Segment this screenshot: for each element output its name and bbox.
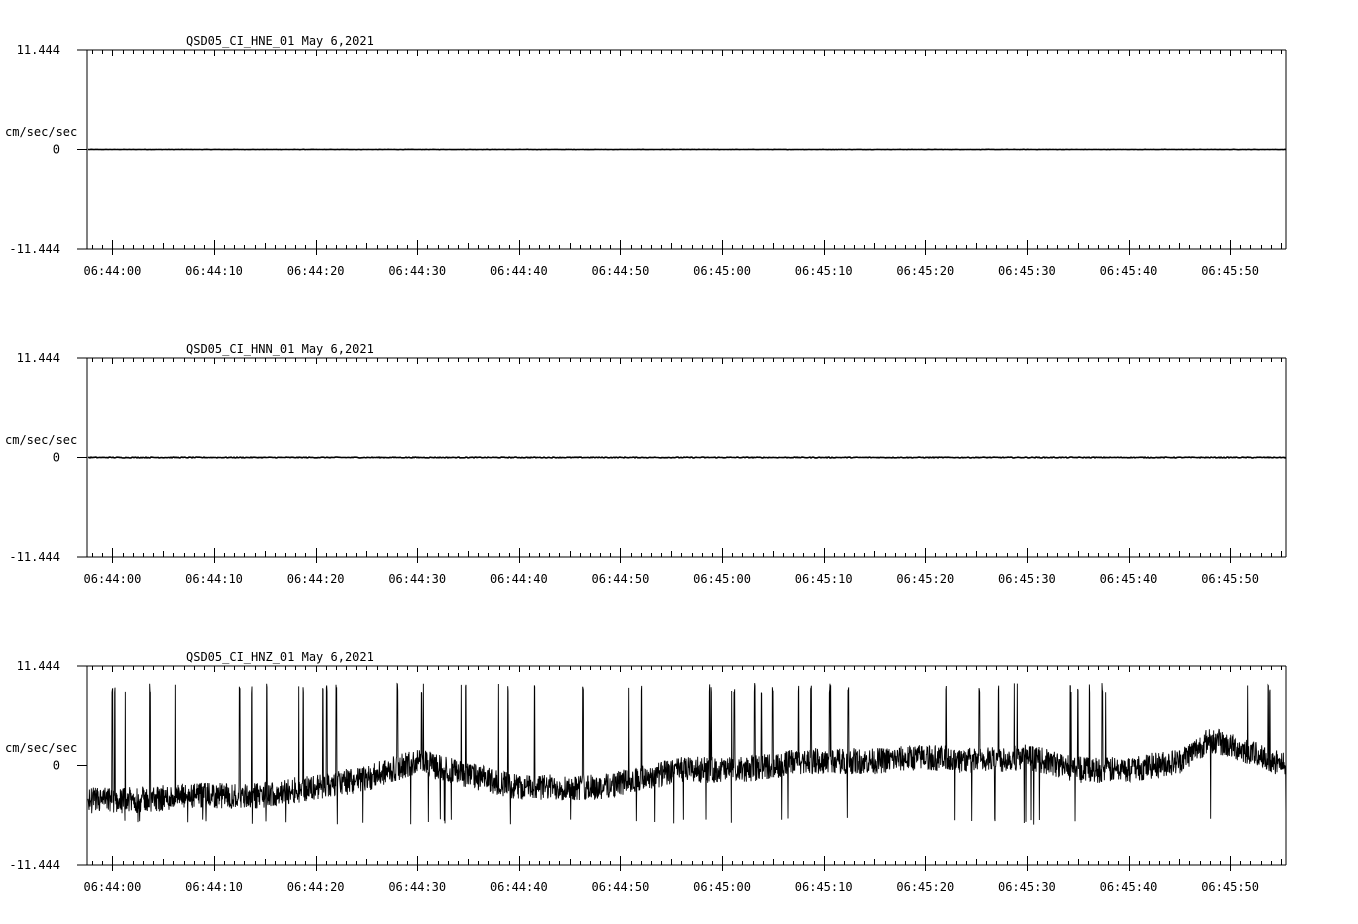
trace-line (88, 457, 1286, 458)
x-tick-label: 06:45:50 (1201, 572, 1260, 586)
y-tick-label: -11.444 (9, 550, 60, 564)
x-tick-label: 06:44:40 (489, 880, 548, 894)
x-tick-label: 06:44:20 (286, 572, 345, 586)
x-tick-label: 06:44:20 (286, 264, 345, 278)
x-tick-label: 06:45:40 (1099, 572, 1158, 586)
panel-3 (5, 650, 1286, 894)
y-axis-label: cm/sec/sec (5, 433, 78, 447)
y-tick-label: 11.444 (16, 659, 60, 673)
y-tick-label: -11.444 (9, 242, 60, 256)
y-tick-label: 0 (52, 142, 60, 157)
y-axis-label: cm/sec/sec (5, 125, 78, 139)
x-tick-label: 06:44:00 (83, 572, 142, 586)
x-tick-label: 06:45:10 (794, 572, 853, 586)
y-tick-label: -11.444 (9, 858, 60, 872)
y-axis-label: cm/sec/sec (5, 741, 78, 755)
x-tick-label: 06:44:10 (185, 264, 243, 278)
y-tick-label: 11.444 (16, 43, 60, 57)
trace-line (88, 683, 1286, 825)
x-tick-label: 06:45:30 (997, 880, 1056, 894)
x-tick-label: 06:44:30 (388, 880, 447, 894)
x-tick-label: 06:45:20 (896, 572, 955, 586)
x-tick-label: 06:44:10 (185, 572, 243, 586)
x-tick-label: 06:45:30 (997, 264, 1056, 278)
x-tick-label: 06:45:30 (997, 572, 1056, 586)
x-tick-label: 06:44:20 (286, 880, 345, 894)
x-tick-label: 06:44:10 (185, 880, 243, 894)
x-tick-label: 06:45:20 (896, 880, 955, 894)
x-tick-label: 06:44:50 (591, 572, 650, 586)
x-tick-label: 06:45:00 (693, 572, 751, 586)
x-tick-label: 06:45:50 (1201, 880, 1260, 894)
panel-1 (5, 34, 1286, 278)
panel-title: QSD05_CI_HNZ_01 May 6,2021 (186, 650, 374, 664)
y-tick-label: 0 (52, 758, 60, 773)
panel-title: QSD05_CI_HNN_01 May 6,2021 (186, 342, 374, 356)
x-tick-label: 06:45:20 (896, 264, 955, 278)
x-tick-label: 06:45:10 (794, 880, 853, 894)
x-tick-label: 06:45:00 (693, 880, 751, 894)
x-tick-label: 06:44:40 (489, 572, 548, 586)
x-tick-label: 06:44:00 (83, 264, 142, 278)
y-tick-label: 11.444 (16, 351, 60, 365)
x-tick-label: 06:45:40 (1099, 880, 1158, 894)
panel-2 (5, 342, 1286, 586)
x-tick-label: 06:44:30 (388, 264, 447, 278)
x-tick-label: 06:44:40 (489, 264, 548, 278)
x-tick-label: 06:44:50 (591, 264, 650, 278)
x-tick-label: 06:44:00 (83, 880, 142, 894)
x-tick-label: 06:45:40 (1099, 264, 1158, 278)
x-tick-label: 06:44:30 (388, 572, 447, 586)
x-tick-label: 06:45:10 (794, 264, 853, 278)
x-tick-label: 06:44:50 (591, 880, 650, 894)
x-tick-label: 06:45:00 (693, 264, 751, 278)
y-tick-label: 0 (52, 450, 60, 465)
panel-title: QSD05_CI_HNE_01 May 6,2021 (186, 34, 374, 48)
x-tick-label: 06:45:50 (1201, 264, 1260, 278)
